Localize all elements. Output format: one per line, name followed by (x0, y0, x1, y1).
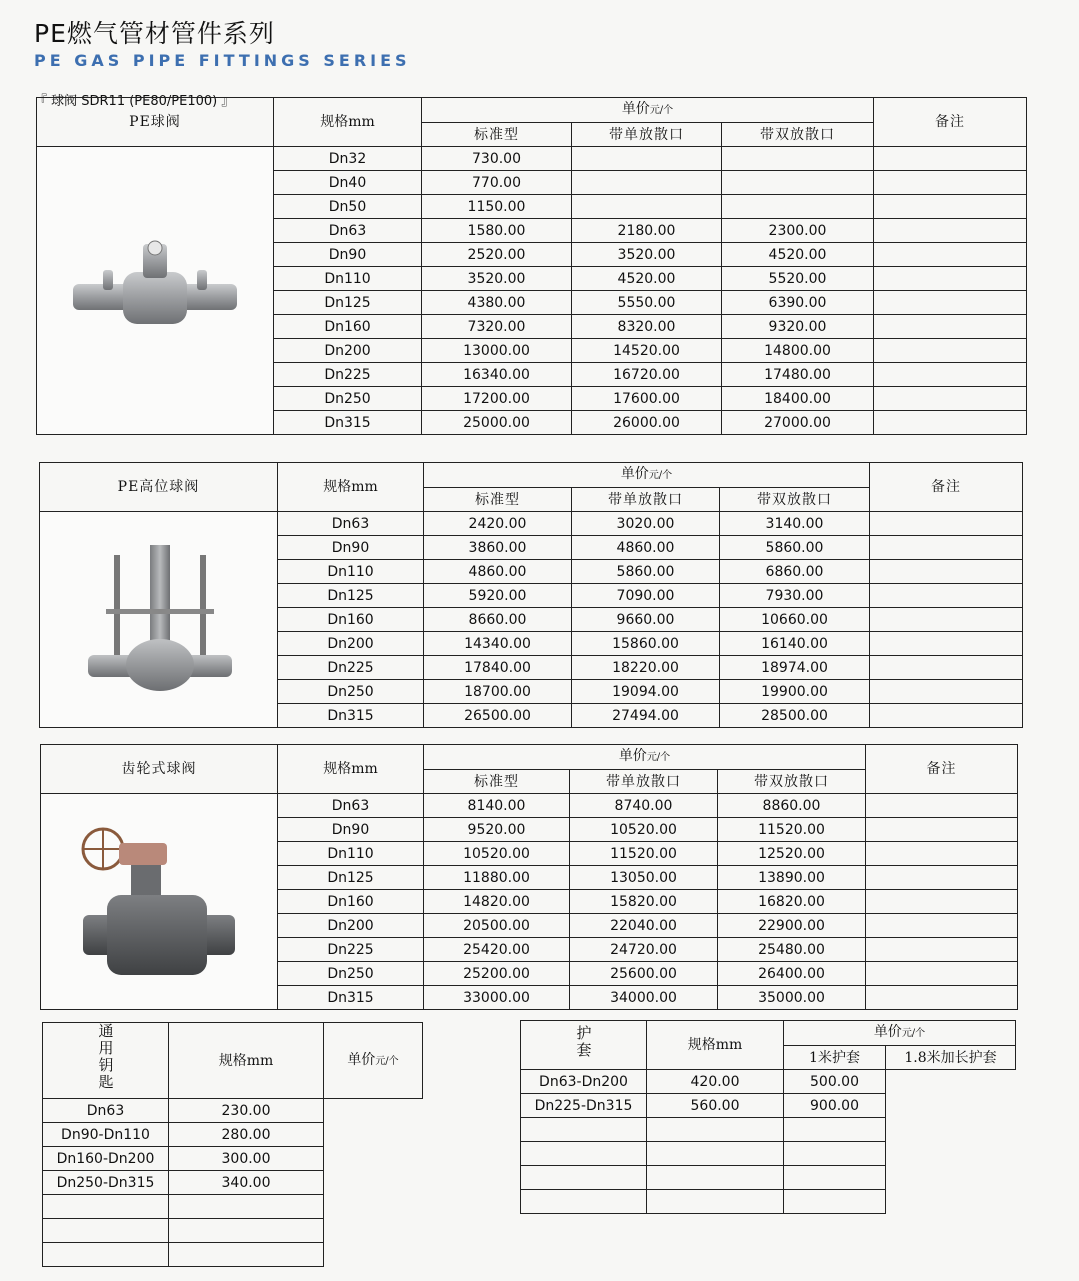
spec-cell: Dn225 (274, 363, 422, 387)
standard-price-cell: 8140.00 (424, 794, 570, 818)
spec-cell: Dn63 (43, 1099, 169, 1123)
page-title: PE燃气管材管件系列 (34, 19, 275, 48)
standard-price-cell: 8660.00 (424, 608, 572, 632)
single-vent-price-cell: 22040.00 (570, 914, 718, 938)
standard-price-cell: 25200.00 (424, 962, 570, 986)
remark-cell (866, 938, 1018, 962)
product-name: PE球阀 (37, 98, 274, 147)
table-row (43, 1195, 423, 1219)
spec-cell: Dn90 (278, 818, 424, 842)
double-vent-price-cell: 3140.00 (720, 512, 870, 536)
pe-high-ball-valve-image (84, 537, 234, 702)
standard-price-cell: 4380.00 (422, 291, 572, 315)
standard-price-cell: 20500.00 (424, 914, 570, 938)
remark-cell (866, 962, 1018, 986)
table-row (43, 1147, 423, 1171)
pe-high-ball-valve-table (39, 462, 1023, 728)
table-row (43, 1243, 423, 1267)
spec-header: 规格mm (278, 745, 424, 794)
single-vent-price-cell: 27494.00 (572, 704, 720, 728)
double-vent-price-cell: 18400.00 (722, 387, 874, 411)
standard-price-cell: 14820.00 (424, 890, 570, 914)
double-vent-price-cell: 11520.00 (718, 818, 866, 842)
product-name: PE高位球阀 (40, 463, 278, 512)
remark-cell (874, 243, 1027, 267)
double-vent-price-cell: 27000.00 (722, 411, 874, 435)
standard-price-cell: 26500.00 (424, 704, 572, 728)
standard-price-cell: 2420.00 (424, 512, 572, 536)
single-vent-price-cell: 34000.00 (570, 986, 718, 1010)
unit-price-header: 单价元/个 (424, 745, 866, 770)
spec-cell: Dn110 (274, 267, 422, 291)
spec-cell: Dn110 (278, 560, 424, 584)
gear-ball-valve-image (79, 817, 239, 987)
product-name: 齿轮式球阀 (41, 745, 278, 794)
spec-cell: Dn160-Dn200 (43, 1147, 169, 1171)
col-single-vent: 带单放散口 (572, 123, 722, 147)
standard-price-cell: 25420.00 (424, 938, 570, 962)
standard-price-cell: 17840.00 (424, 656, 572, 680)
spec-cell (521, 1118, 647, 1142)
spec-cell: Dn250-Dn315 (43, 1171, 169, 1195)
double-vent-price-cell: 14800.00 (722, 339, 874, 363)
spec-cell (43, 1195, 169, 1219)
remark-cell (870, 584, 1023, 608)
spec-cell: Dn32 (274, 147, 422, 171)
standard-price-cell: 9520.00 (424, 818, 570, 842)
double-vent-price-cell (722, 195, 874, 219)
spec-cell: Dn315 (278, 986, 424, 1010)
unit-price-header: 单价元/个 (422, 98, 874, 123)
remark-cell (874, 315, 1027, 339)
double-vent-price-cell: 6860.00 (720, 560, 870, 584)
gear-ball-valve-table (40, 744, 1018, 1010)
remark-cell (866, 794, 1018, 818)
standard-price-cell: 13000.00 (422, 339, 572, 363)
remark-cell (870, 656, 1023, 680)
double-vent-price-cell: 17480.00 (722, 363, 874, 387)
standard-price-cell: 17200.00 (422, 387, 572, 411)
spec-cell (43, 1243, 169, 1267)
table-row (40, 512, 1023, 536)
double-vent-price-cell: 19900.00 (720, 680, 870, 704)
price-1m-cell: 560.00 (647, 1094, 784, 1118)
single-vent-price-cell: 15820.00 (570, 890, 718, 914)
remark-cell (870, 608, 1023, 632)
single-vent-price-cell: 8320.00 (572, 315, 722, 339)
remark-cell (874, 219, 1027, 243)
spec-cell: Dn250 (274, 387, 422, 411)
remark-cell (870, 632, 1023, 656)
single-vent-price-cell: 26000.00 (572, 411, 722, 435)
single-vent-price-cell: 15860.00 (572, 632, 720, 656)
spec-cell: Dn125 (274, 291, 422, 315)
col-double-vent: 带双放散口 (720, 488, 870, 512)
standard-price-cell: 4860.00 (424, 560, 572, 584)
remark-cell (874, 411, 1027, 435)
remark-cell (870, 680, 1023, 704)
price-cell (169, 1195, 324, 1219)
spec-header: 规格mm (169, 1023, 324, 1099)
spec-header: 规格mm (278, 463, 424, 512)
spec-cell: Dn160 (278, 608, 424, 632)
spec-cell: Dn225 (278, 656, 424, 680)
spec-cell: Dn63-Dn200 (521, 1070, 647, 1094)
double-vent-price-cell: 7930.00 (720, 584, 870, 608)
single-vent-price-cell: 3020.00 (572, 512, 720, 536)
standard-price-cell: 18700.00 (424, 680, 572, 704)
spec-cell: Dn200 (278, 632, 424, 656)
standard-price-cell: 770.00 (422, 171, 572, 195)
product-image-cell (41, 794, 278, 1010)
table-row (521, 1142, 1016, 1166)
col-standard: 标准型 (422, 123, 572, 147)
spec-cell: Dn50 (274, 195, 422, 219)
spec-cell: Dn63 (278, 512, 424, 536)
remark-cell (870, 704, 1023, 728)
remark-header: 备注 (866, 745, 1018, 794)
single-vent-price-cell: 13050.00 (570, 866, 718, 890)
remark-cell (874, 147, 1027, 171)
single-vent-price-cell: 14520.00 (572, 339, 722, 363)
table-row (41, 794, 1018, 818)
double-vent-price-cell: 16140.00 (720, 632, 870, 656)
price-18m-cell (784, 1166, 886, 1190)
single-vent-price-cell: 19094.00 (572, 680, 720, 704)
remark-cell (866, 866, 1018, 890)
double-vent-price-cell: 5520.00 (722, 267, 874, 291)
price-cell: 280.00 (169, 1123, 324, 1147)
price-1m-cell (647, 1190, 784, 1214)
universal-key-table (42, 1022, 423, 1267)
spec-cell (521, 1166, 647, 1190)
double-vent-price-cell: 26400.00 (718, 962, 866, 986)
spec-cell: Dn63 (274, 219, 422, 243)
sleeve-label: 护套 (574, 1024, 593, 1059)
double-vent-price-cell: 12520.00 (718, 842, 866, 866)
double-vent-price-cell: 13890.00 (718, 866, 866, 890)
unit-price-header: 单价元/个 (424, 463, 870, 488)
product-image-cell (40, 512, 278, 728)
single-vent-price-cell: 17600.00 (572, 387, 722, 411)
price-1m-cell (647, 1142, 784, 1166)
unit-price-header: 单价元/个 (784, 1021, 1016, 1046)
spec-cell: Dn125 (278, 584, 424, 608)
double-vent-price-cell: 22900.00 (718, 914, 866, 938)
table-row (43, 1123, 423, 1147)
single-vent-price-cell: 5860.00 (572, 560, 720, 584)
single-vent-price-cell: 16720.00 (572, 363, 722, 387)
key-label-cell (43, 1023, 169, 1099)
double-vent-price-cell: 8860.00 (718, 794, 866, 818)
remark-cell (874, 363, 1027, 387)
section-label: 『 球阀 SDR11 (PE80/PE100) 』 (34, 94, 235, 109)
spec-cell: Dn315 (274, 411, 422, 435)
remark-cell (866, 842, 1018, 866)
standard-price-cell: 11880.00 (424, 866, 570, 890)
spec-cell (521, 1142, 647, 1166)
spec-cell: Dn315 (278, 704, 424, 728)
spec-cell: Dn250 (278, 680, 424, 704)
standard-price-cell: 33000.00 (424, 986, 570, 1010)
standard-price-cell: 2520.00 (422, 243, 572, 267)
price-cell: 300.00 (169, 1147, 324, 1171)
single-vent-price-cell: 2180.00 (572, 219, 722, 243)
price-18m-cell (784, 1118, 886, 1142)
spec-cell: Dn90 (278, 536, 424, 560)
remark-header: 备注 (870, 463, 1023, 512)
standard-price-cell: 7320.00 (422, 315, 572, 339)
price-1m-cell (647, 1118, 784, 1142)
spec-cell: Dn125 (278, 866, 424, 890)
table-row (521, 1118, 1016, 1142)
remark-cell (870, 560, 1023, 584)
spec-cell: Dn63 (278, 794, 424, 818)
spec-cell: Dn200 (278, 914, 424, 938)
price-1m-cell: 420.00 (647, 1070, 784, 1094)
sleeve-label-cell (521, 1021, 647, 1070)
product-image-cell (37, 147, 274, 435)
single-vent-price-cell: 25600.00 (570, 962, 718, 986)
double-vent-price-cell (722, 147, 874, 171)
single-vent-price-cell: 4520.00 (572, 267, 722, 291)
spec-header: 规格mm (274, 98, 422, 147)
remark-cell (874, 171, 1027, 195)
universal-key-label: 通用钥匙 (96, 1023, 115, 1091)
spec-cell (43, 1219, 169, 1243)
single-vent-price-cell: 4860.00 (572, 536, 720, 560)
single-vent-price-cell: 7090.00 (572, 584, 720, 608)
spec-cell: Dn40 (274, 171, 422, 195)
double-vent-price-cell: 35000.00 (718, 986, 866, 1010)
standard-price-cell: 730.00 (422, 147, 572, 171)
remark-cell (866, 818, 1018, 842)
page-header (34, 14, 411, 70)
spec-cell: Dn160 (278, 890, 424, 914)
standard-price-cell: 25000.00 (422, 411, 572, 435)
single-vent-price-cell: 18220.00 (572, 656, 720, 680)
standard-price-cell: 5920.00 (424, 584, 572, 608)
price-18m-cell (784, 1142, 886, 1166)
remark-cell (874, 195, 1027, 219)
col-1m-sleeve: 1米护套 (784, 1046, 886, 1070)
standard-price-cell: 16340.00 (422, 363, 572, 387)
col-double-vent: 带双放散口 (718, 770, 866, 794)
table-row (43, 1171, 423, 1195)
spec-cell: Dn160 (274, 315, 422, 339)
single-vent-price-cell (572, 171, 722, 195)
standard-price-cell: 10520.00 (424, 842, 570, 866)
spec-cell: Dn200 (274, 339, 422, 363)
double-vent-price-cell: 6390.00 (722, 291, 874, 315)
price-18m-cell: 900.00 (784, 1094, 886, 1118)
standard-price-cell: 3520.00 (422, 267, 572, 291)
single-vent-price-cell: 24720.00 (570, 938, 718, 962)
remark-cell (866, 890, 1018, 914)
spec-cell: Dn225-Dn315 (521, 1094, 647, 1118)
standard-price-cell: 3860.00 (424, 536, 572, 560)
table-row (521, 1094, 1016, 1118)
spec-cell: Dn250 (278, 962, 424, 986)
spec-cell (521, 1190, 647, 1214)
pe-ball-valve-table (36, 97, 1027, 435)
price-cell: 340.00 (169, 1171, 324, 1195)
table-row (43, 1099, 423, 1123)
spec-header: 规格mm (647, 1021, 784, 1070)
page-subtitle: PE GAS PIPE FITTINGS SERIES (34, 51, 411, 70)
col-single-vent: 带单放散口 (570, 770, 718, 794)
table-row (37, 147, 1027, 171)
single-vent-price-cell: 3520.00 (572, 243, 722, 267)
table-row (43, 1219, 423, 1243)
col-standard: 标准型 (424, 770, 570, 794)
single-vent-price-cell: 5550.00 (572, 291, 722, 315)
double-vent-price-cell: 18974.00 (720, 656, 870, 680)
single-vent-price-cell: 10520.00 (570, 818, 718, 842)
price-18m-cell: 500.00 (784, 1070, 886, 1094)
col-single-vent: 带单放散口 (572, 488, 720, 512)
pe-ball-valve-image (65, 236, 245, 346)
sleeve-table (520, 1020, 1016, 1214)
col-double-vent: 带双放散口 (722, 123, 874, 147)
price-cell: 230.00 (169, 1099, 324, 1123)
spec-cell: Dn90-Dn110 (43, 1123, 169, 1147)
remark-cell (874, 291, 1027, 315)
spec-cell: Dn90 (274, 243, 422, 267)
remark-cell (870, 536, 1023, 560)
table-row (521, 1166, 1016, 1190)
table-row (521, 1070, 1016, 1094)
remark-cell (874, 339, 1027, 363)
single-vent-price-cell: 9660.00 (572, 608, 720, 632)
double-vent-price-cell (722, 171, 874, 195)
price-1m-cell (647, 1166, 784, 1190)
price-18m-cell (784, 1190, 886, 1214)
double-vent-price-cell: 4520.00 (722, 243, 874, 267)
spec-cell: Dn110 (278, 842, 424, 866)
col-standard: 标准型 (424, 488, 572, 512)
col-18m-sleeve: 1.8米加长护套 (886, 1046, 1016, 1070)
remark-header: 备注 (874, 98, 1027, 147)
remark-cell (870, 512, 1023, 536)
remark-cell (866, 914, 1018, 938)
single-vent-price-cell (572, 147, 722, 171)
remark-cell (874, 387, 1027, 411)
standard-price-cell: 1150.00 (422, 195, 572, 219)
single-vent-price-cell: 8740.00 (570, 794, 718, 818)
spec-cell: Dn225 (278, 938, 424, 962)
standard-price-cell: 14340.00 (424, 632, 572, 656)
double-vent-price-cell: 2300.00 (722, 219, 874, 243)
double-vent-price-cell: 25480.00 (718, 938, 866, 962)
price-cell (169, 1243, 324, 1267)
price-cell (169, 1219, 324, 1243)
single-vent-price-cell (572, 195, 722, 219)
single-vent-price-cell: 11520.00 (570, 842, 718, 866)
double-vent-price-cell: 5860.00 (720, 536, 870, 560)
table-row (521, 1190, 1016, 1214)
double-vent-price-cell: 10660.00 (720, 608, 870, 632)
double-vent-price-cell: 28500.00 (720, 704, 870, 728)
unit-price-header: 单价元/个 (324, 1023, 423, 1099)
double-vent-price-cell: 16820.00 (718, 890, 866, 914)
remark-cell (874, 267, 1027, 291)
remark-cell (866, 986, 1018, 1010)
double-vent-price-cell: 9320.00 (722, 315, 874, 339)
standard-price-cell: 1580.00 (422, 219, 572, 243)
